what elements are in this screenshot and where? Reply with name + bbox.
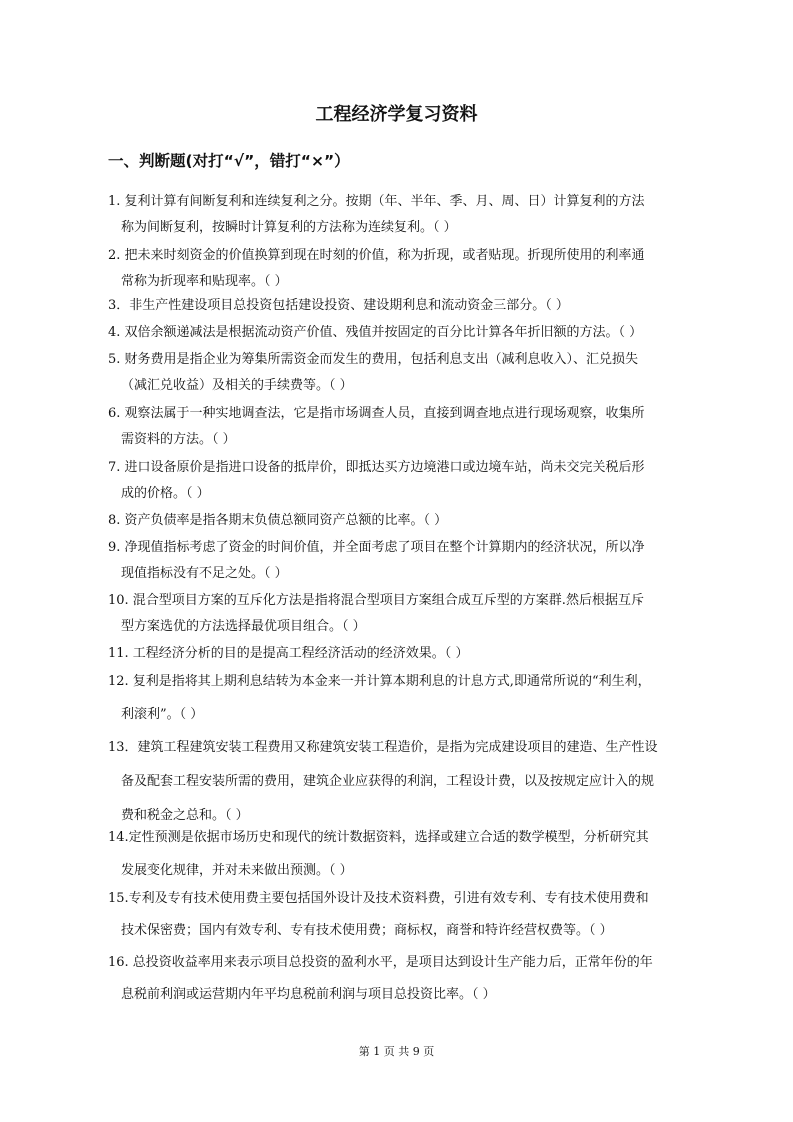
question-line: 3．非生产性建设项目总投资包括建设投资、建设期利息和流动资金三部分。（ ）: [108, 298, 569, 313]
question-line: 息税前利润或运营期内年平均息税前利润与项目总投资比率。（ ）: [121, 987, 496, 1002]
question-line: （减汇兑收益）及相关的手续费等。（ ）: [121, 378, 353, 393]
question-line: 备及配套工程安装所需的费用，建筑企业应获得的利润，工程设计费，以及按规定应计入的规: [121, 774, 655, 789]
question-line: 常称为折现率和贴现率。（ ）: [121, 274, 288, 289]
question-line: 发展变化规律，并对未来做出预测。（ ）: [121, 863, 353, 878]
question-line: 15.专利及专有技术使用费主要包括国外设计及技术资料费，引进有效专利、专有技术使用费和: [108, 891, 649, 906]
question-line: 现值指标没有不足之处。（ ）: [121, 566, 288, 581]
question-line: 型方案选优的方法选择最优项目组合。（ ）: [121, 619, 366, 634]
question-line: 称为间断复利，按瞬时计算复利的方法称为连续复利。（ ）: [121, 220, 457, 235]
document-title: 工程经济学复习资料: [315, 104, 478, 125]
question-line: 13．建筑工程建筑安装工程费用又称建筑安装工程造价，是指为完成建设项目的建造、生产性设: [108, 740, 658, 755]
question-line: 技术保密费；国内有效专利、专有技术使用费；商标权，商誉和特许经营权费等。（ ）: [121, 923, 613, 938]
question-line: 12. 复利是指将其上期利息结转为本金来一并计算本期利息的计息方式,即通常所说的“利生利，: [108, 674, 651, 689]
question-line: 8. 资产负债率是指各期末负债总额同资产总额的比率。（ ）: [108, 513, 448, 528]
question-line: 7. 进口设备原价是指进口设备的抵岸价，即抵达买方边境港口或边境车站，尚未交完关税后形: [108, 460, 645, 475]
question-line: 2. 把未来时刻资金的价值换算到现在时刻的价值，称为折现，或者贴现。折现所使用的利率通: [108, 248, 645, 263]
question-line: 5. 财务费用是指企业为筹集所需资金而发生的费用，包括利息支出（减利息收入）、汇兑损失: [108, 352, 639, 367]
question-line: 14.定性预测是依据市场历史和现代的统计数据资料，选择或建立合适的数学模型，分析研究其: [108, 830, 649, 845]
page-footer: 第 1 页 共 9 页: [358, 1045, 435, 1058]
question-line: 4. 双倍余额递减法是根据流动资产价值、残值并按固定的百分比计算各年折旧额的方法。（ ）: [108, 325, 643, 340]
question-line: 11. 工程经济分析的目的是提高工程经济活动的经济效果。（ ）: [108, 646, 469, 661]
question-line: 需资料的方法。（ ）: [121, 432, 236, 447]
section-heading: 一、判断题(对打“√”，错打“×”）: [108, 152, 350, 170]
question-line: 6. 观察法属于一种实地调查法，它是指市场调查人员，直接到调查地点进行现场观察，收集所: [108, 406, 645, 421]
question-line: 16. 总投资收益率用来表示项目总投资的盈利水平，是项目达到设计生产能力后，正常年份的年: [108, 955, 653, 970]
question-line: 10. 混合型项目方案的互斥化方法是指将混合型项目方案组合成互斥型的方案群.然后根据互斥: [108, 593, 644, 608]
question-line: 成的价格。（ ）: [121, 486, 210, 501]
question-line: 1. 复利计算有间断复利和连续复利之分。按期（年、半年、季、月、周、日）计算复利的方法: [108, 194, 645, 209]
question-line: 利滚利”。（ ）: [121, 707, 204, 722]
question-line: 9. 净现值指标考虑了资金的时间价值，并全面考虑了项目在整个计算期内的经济状况，所以净: [108, 540, 645, 555]
question-line: 费和税金之总和。（ ）: [121, 808, 249, 823]
